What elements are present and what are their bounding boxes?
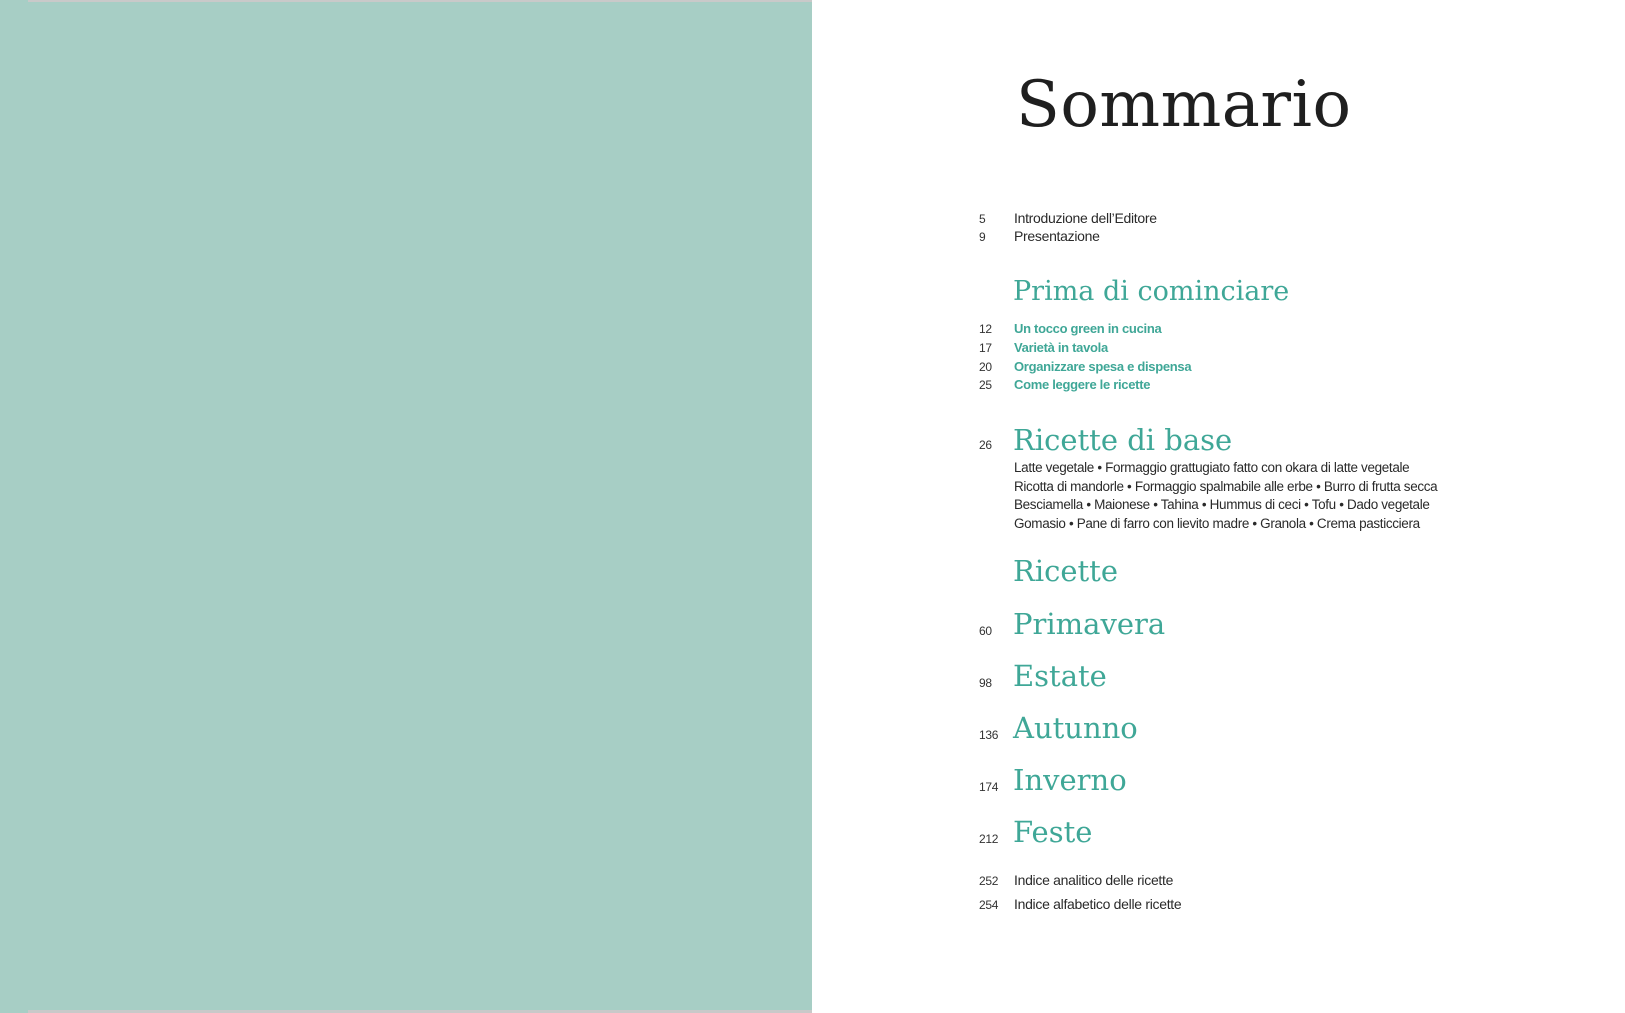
toc-entry-feste[interactable] [0,815,1625,852]
page-top-edge [28,0,812,2]
section-heading-ricette[interactable]: Ricette [1013,554,1118,588]
toc-page-number: 12 [979,322,992,336]
season-heading: Primavera [1013,607,1166,641]
toc-entry-organizzare-spesa[interactable] [0,359,1625,379]
toc-page-number: 9 [979,230,986,244]
toc-entry-label: Varietà in tavola [1014,340,1108,355]
toc-page-number: 254 [979,898,999,912]
toc-page-number: 60 [979,624,992,638]
season-heading: Estate [1013,659,1107,693]
toc-entry-label: Un tocco green in cucina [1014,321,1162,336]
toc-entry-tocco-green[interactable] [0,321,1625,341]
toc-entry-indice-alfabetico[interactable] [0,896,1625,916]
toc-page-number: 252 [979,874,999,888]
toc-entry-label: Introduzione dell’Editore [1014,210,1157,226]
page-title: Sommario [1016,68,1352,142]
toc-page-number: 212 [979,832,999,846]
toc-entry-indice-analitico[interactable] [0,872,1625,892]
recipe-list-line: Besciamella • Maionese • Tahina • Hummus di ceci • Tofu • Dado vegetale [1014,497,1430,512]
toc-entry-estate[interactable] [0,659,1625,696]
toc-entry-autunno[interactable] [0,711,1625,748]
toc-entry-ricette-di-base[interactable] [0,424,1625,458]
toc-entry-varieta-in-tavola[interactable] [0,340,1625,360]
toc-entry-label: Indice analitico delle ricette [1014,872,1174,888]
toc-page-number: 5 [979,212,986,226]
toc-page-number: 26 [979,438,992,452]
recipe-list-line: Latte vegetale • Formaggio grattugiato fatto con okara di latte vegetale [1014,460,1410,475]
toc-entry-come-leggere[interactable] [0,377,1625,397]
toc-page-number: 174 [979,780,999,794]
toc-page-number: 98 [979,676,992,690]
toc-entry-label: Come leggere le ricette [1014,377,1151,392]
toc-page-number: 25 [979,378,992,392]
recipe-list-line: Ricotta di mandorle • Formaggio spalmabile alle erbe • Burro di frutta secca [1014,479,1438,494]
left-page-color-panel [0,0,812,1013]
season-heading: Autunno [1013,711,1138,745]
season-heading: Feste [1013,815,1093,849]
toc-entry-intro-editore[interactable] [0,210,1625,230]
section-heading-prima-di-cominciare[interactable]: Prima di cominciare [1013,276,1290,307]
toc-entry-label: Indice alfabetico delle ricette [1014,896,1182,912]
toc-page-number: 20 [979,360,992,374]
toc-entry-inverno[interactable] [0,763,1625,800]
toc-entry-label: Presentazione [1014,228,1100,244]
toc-page-number: 136 [979,728,999,742]
toc-page-number: 17 [979,341,992,355]
toc-entry-primavera[interactable] [0,607,1625,644]
toc-entry-presentazione[interactable] [0,228,1625,248]
toc-entry-label: Organizzare spesa e dispensa [1014,359,1192,374]
season-heading: Inverno [1013,763,1127,797]
recipe-list-line: Gomasio • Pane di farro con lievito madre • Granola • Crema pasticciera [1014,516,1420,531]
section-heading-ricette-di-base: Ricette di base [1013,423,1233,457]
